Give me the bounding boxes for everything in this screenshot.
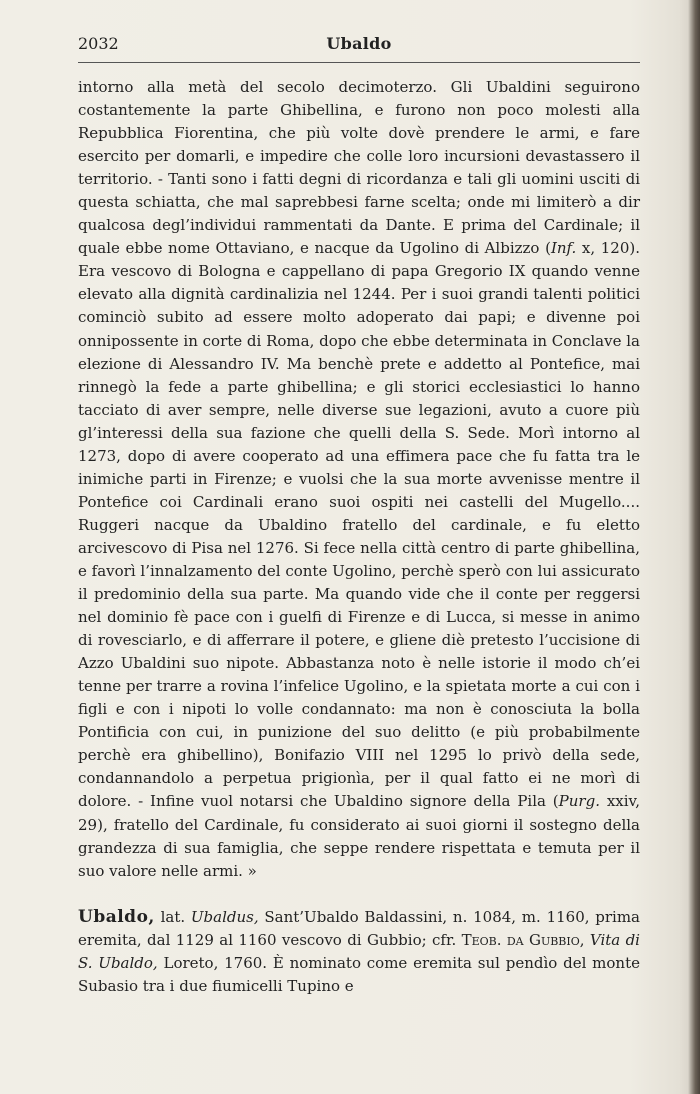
running-head: Ubaldo (326, 34, 392, 53)
body-text (78, 76, 640, 998)
citation-inferno: Inf. (550, 239, 577, 258)
entry-ubaldo (78, 906, 640, 998)
text-run: Sant’Ubaldo Baldassini, n. 1084, m. 1160, prima eremita, dal 1129 al 1160 vescovo di Gubbio; cfr. (78, 907, 641, 949)
paragraph-ubaldini (78, 76, 640, 883)
text-run: Loreto, 1760. È nominato come eremita sul pendìo del monte Subasio tra i due fiumicelli Tupino e (78, 953, 640, 995)
entry-headword: Ubaldo, (78, 906, 155, 927)
citation-purgatorio: Purg. (558, 792, 600, 811)
work-title: Vita di S. Ubaldo, (78, 930, 640, 972)
text-run: intorno alla metà del secolo decimoterzo. Gli Ubaldini seguirono costantemente la parte Ghibellina, e furono non poco molesti alla Repubblica Fiorentina, che più volte dovè prendere le armi, e fare esercito per domarli, e impedire che colle loro incursioni devastassero il territorio. - Tanti sono i fatti degni di ricordanza e tali gli uomini usciti di questa schiatta, che mal saprebbesi farne scelta; onde mi limiterò a dir qualcosa degl’individui rammentati da Dante. E prima del Cardinale; il quale ebbe nome Ottaviano, e nacque da Ugolino di Albizzo ( (78, 78, 640, 258)
text-run: xxiv, 29), fratello del Cardinale, fu considerato ai suoi giorni il sostegno della grandezza di sua famiglia, che seppe rendere rispettata e temuta per il suo valore nelle armi. » (78, 792, 641, 880)
author-reference: Teob. da Gubbio, (461, 930, 585, 949)
header-rule (78, 62, 640, 63)
book-spine-shadow (688, 0, 700, 1094)
page-header (78, 34, 640, 60)
latin-name: Ubaldus, (190, 907, 259, 926)
page-number: 2032 (78, 34, 119, 53)
text-run: lat. (154, 907, 191, 926)
text-run: x, 120). Era vescovo di Bologna e cappellano di papa Gregorio IX quando venne elevato alla dignità cardinalizia nel 1244. Per i suoi grandi talenti politici cominciò subito ad essere molto adoperato dai papi; e divenne poi onnipossente in corte di Roma, dopo che ebbe determinata in Conclave la elezione di Alessandro IV. Ma benchè prete e addetto al Pontefice, mai rinnegò la fede a parte ghibellina; e gli storici ecclesiastici lo hanno tacciato di aver sempre, nelle diverse sue legazioni, avuto a cuore più gl’interessi della sua fazione che quelli della S. Sede. Morì intorno al 1273, dopo di avere cooperato ad una effimera pace che fu fatta tra le inimiche parti in Firenze; e vuolsi che la sua morte avvenisse mentre il Pontefice coi Cardinali erano suoi ospiti nei castelli del Mugello.... Ruggeri nacque da Ubaldino fratello del cardinale, e fu eletto arcivescovo di Pisa nel 1276. Si fece nella città centro di parte ghibellina, e favorì l’innalzamento del conte Ugolino, perchè sperò con lui assicurato il predominio della sua parte. Ma quando vide che il conte per reggersi nel dominio fè pace con i guelfi di Firenze e di Lucca, si messe in animo di rovesciarlo, e di afferrare il potere, e gliene diè pretesto l’uccisione di Azzo Ubaldini suo nipote. Abbastanza noto è nelle istorie il modo ch’ei tenne per trarre a rovina l’infelice Ugolino, e la spietata morte a cui con i figli e con i nipoti lo volle condannato: ma non è conosciuta la bolla Pontificia con cui, in punizione del suo delitto (e più probabilmente perchè era ghibellino), Bonifazio VIII nel 1295 lo privò della sede, condannandolo a perpetua prigionìa, per il qual fatto ei ne morì di dolore. - Infine vuol notarsi che Ubaldino signore della Pila ( (78, 239, 641, 811)
